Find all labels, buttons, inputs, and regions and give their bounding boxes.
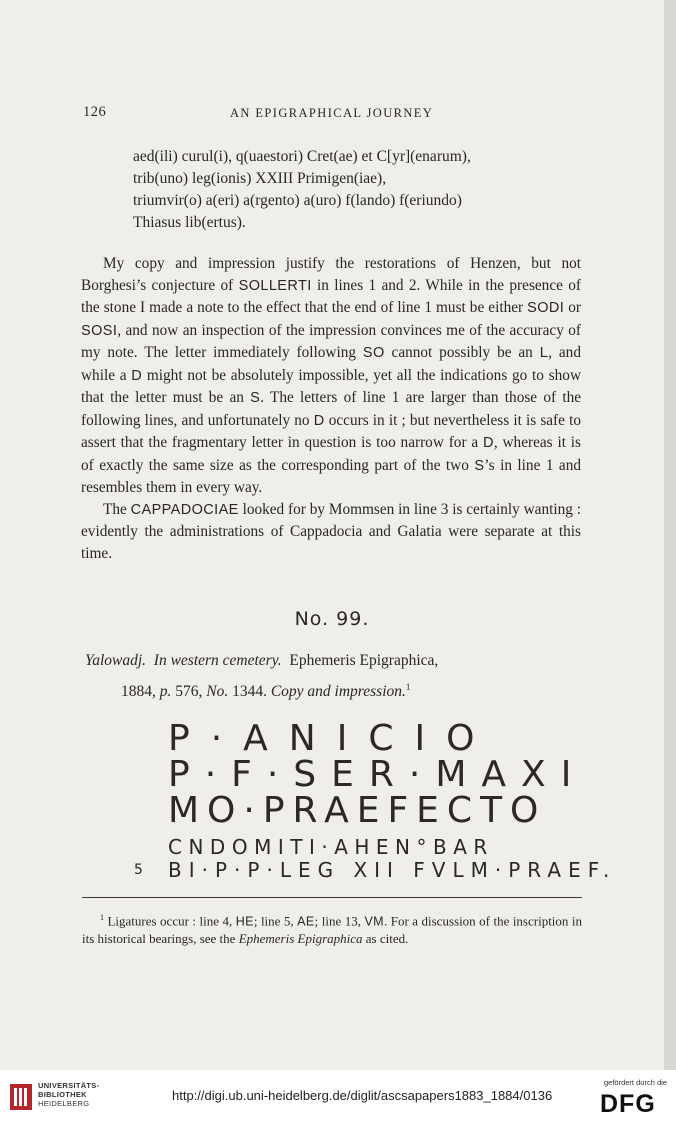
transcription-line: trib(uno) leg(ionis) XXIII Primigen(iae), (133, 170, 387, 187)
library-logo-icon (8, 1080, 34, 1117)
inscription-number-heading: No. 99. (294, 608, 370, 630)
running-title: AN EPIGRAPHICAL JOURNEY (230, 106, 434, 120)
transcription-line: aed(ili) curul(i), q(uaestori) Cret(ae) et C[yr](enarum), (133, 148, 471, 165)
dfg-logo: DFG (600, 1090, 656, 1118)
inscription-line-1: P·ANICIO (168, 718, 496, 759)
inscription-line-4: CNDOMITI·AHEN°BAR (168, 835, 494, 859)
page-edge (664, 0, 676, 1070)
footnote: $^1$ Ligatures occur : line 4, HE; line 5, AE; line 13, VM. For a discussion of the inscription in its historical bearings, see the Ephemeris Epigraphica as cited. (82, 913, 583, 947)
footnote-marker: 1 (405, 682, 411, 692)
transcription-line: triumvir(o) a(eri) a(rgento) a(uro) f(lando) f(eriundo) (133, 192, 462, 209)
page-number: 126 (83, 104, 107, 120)
digitization-footer (0, 1070, 676, 1121)
paragraph: My copy and impression justify the restorations of Henzen, but not Borghesi’s conjecture of SOLLERTI in lines 1 and 2. While in the presence of the stone I made a note to the effect that the end of line 1 must be either SODI or SOSI, and now an inspection of the impression convinces me of the accuracy of my note. The letter immediately following SO cannot possibly be an L, and while a D might not be absolutely impossible, yet all the indications go to show that the letter must be an S. The letters of line 1 are larger than those of the following lines, and unfortunately no D occurs in it ; but nevertheless it is safe to assert that the fragmentary letter in question is too narrow for a D, whereas it is of exactly the same size as the corresponding part of the two S’s in line 1 and resembles them in every way. (81, 255, 582, 496)
commentary (81, 253, 581, 564)
inscription-line-5: BI·P·P·LEG XII FVLM·PRAEF. (168, 858, 617, 882)
paragraph: The CAPPADOCIAE looked for by Mommsen in line 3 is certainly wanting : evidently the administrations of Cappadocia and Galatia were separate at this time. (81, 500, 582, 562)
footnote-rule (82, 897, 582, 898)
permalink-url[interactable]: http://digi.ub.uni-heidelberg.de/diglit/ascsapapers1883_1884/0136 (172, 1088, 553, 1103)
inscription-transcription (133, 146, 471, 234)
library-name: UNIVERSITÄTS- BIBLIOTHEK HEIDELBERG (38, 1081, 100, 1108)
transcription-line: Thiasus lib(ertus). (133, 214, 246, 231)
line-number: 5 (134, 862, 143, 878)
inscription-line-2: P·F·SER·MAXI (168, 754, 587, 795)
inscription-line-3: MO·PRAEFECTO (168, 790, 547, 831)
funded-by-label: gefördert durch die (604, 1078, 667, 1087)
source-citation: Yalowadj. In western cemetery. Ephemeris Epigraphica, 1884, p. 576, No. 1344. Copy and impression.$^1$ (85, 652, 439, 701)
